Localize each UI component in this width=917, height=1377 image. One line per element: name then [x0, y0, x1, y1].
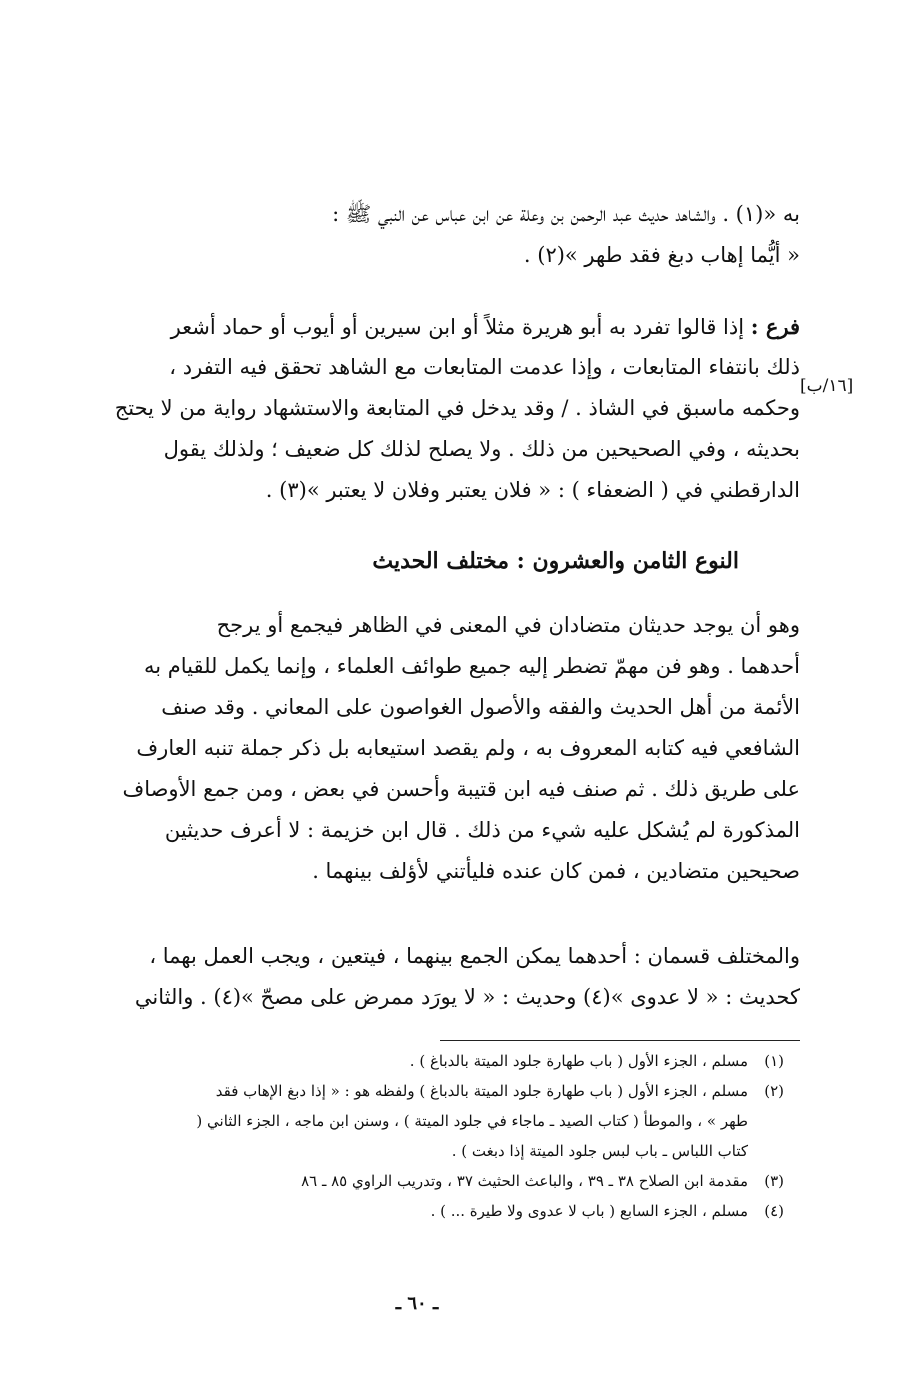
- manuscript-folio-note: [١٦/ب]: [800, 376, 854, 396]
- footnote-number: (٢): [764, 1082, 784, 1100]
- paragraph-shahid: [98, 194, 800, 276]
- text-run: إذا قالوا تفرد به أبو هريرة مثلاً أو ابن سيرين أو أيوب أو حماد أشعر: [170, 315, 745, 339]
- footnote-item: [190, 1166, 784, 1196]
- text-line: الدارقطني في ( الضعفاء ) : « فلان يعتبر وفلان لا يعتبر »(٣) .: [265, 478, 800, 502]
- text-line: المذكورة لم يُشكل عليه شيء من ذلك . قال ابن خزيمة : لا أعرف حديثين: [164, 818, 800, 842]
- footnote-divider: [440, 1040, 800, 1041]
- footnote-item: [190, 1076, 784, 1166]
- page-number: ـ ٦٠ ـ: [395, 1293, 439, 1314]
- text-line: « أيُّما إهاب دبغ فقد طهر »(٢) .: [523, 243, 800, 267]
- footnote-text: مسلم ، الجزء الأول ( باب طهارة جلود الميتة بالدباغ ) ولفظه هو : « إذا دبغ الإهاب فقد طهر » ، والموطأ ( كتاب الصيد ـ ماجاء في جلود الميتة ) ، وسنن ابن ماجه ، الجزء الثاني ( كتاب اللباس ـ باب لبس جلود الميتة إذا دبغت ) .: [196, 1082, 748, 1160]
- text-line: [98, 306, 800, 347]
- text-line: الأئمة من أهل الحديث والفقه والأصول الغواصون على المعاني . وقد صنف: [161, 695, 800, 719]
- text-line: بحديثه ، وفي الصحيحين من ذلك . ولا يصلح لذلك كل ضعيف ؛ ولذلك يقول: [163, 437, 800, 461]
- footnote-number: (٤): [764, 1202, 784, 1220]
- text-line: كحديث : « لا عدوى »(٤) وحديث : « لا يورَد ممرض على مصحّ »(٤) . والثاني: [134, 985, 800, 1009]
- paragraph-far: [98, 306, 800, 511]
- text-line: به «(١) . والشاهد حديث عبد الرحمن بن وعلة عن ابن عباس عن النبي ﷺ :: [332, 202, 800, 226]
- footnote-text: مسلم ، الجزء السابع ( باب لا عدوى ولا طيرة ... ) .: [430, 1202, 748, 1220]
- footnote-text: مقدمة ابن الصلاح ٣٨ ـ ٣٩ ، والباعث الحثيث ٣٧ ، وتدريب الراوي ٨٥ ـ ٨٦: [301, 1172, 748, 1190]
- footnote-text: مسلم ، الجزء الأول ( باب طهارة جلود الميتة بالدباغ ) .: [409, 1052, 748, 1070]
- text-line: وحكمه ماسبق في الشاذ . / وقد يدخل في المتابعة والاستشهاد رواية من لا يحتج: [114, 396, 800, 420]
- text-line: على طريق ذلك . ثم صنف فيه ابن قتيبة وأحسن في بعض ، ومن جمع الأوصاف: [122, 777, 800, 801]
- section-heading: النوع الثامن والعشرون : مختلف الحديث: [372, 548, 739, 574]
- text-line: وهو أن يوجد حديثان متضادان في المعنى في الظاهر فيجمع أو يرجح: [216, 613, 800, 637]
- footnote-item: [190, 1196, 784, 1226]
- text-line: أحدهما . وهو فن مهمّ تضطر إليه جميع طوائف العلماء ، وإنما يكمل للقيام به: [143, 654, 800, 678]
- section-lead: فرع :: [750, 314, 800, 339]
- footnotes: [190, 1046, 784, 1226]
- footnote-item: [190, 1046, 784, 1076]
- footnote-number: (١): [764, 1052, 784, 1070]
- footnote-number: (٣): [764, 1172, 784, 1190]
- text-line: ذلك بانتفاء المتابعات ، وإذا عدمت المتابعات مع الشاهد تحقق فيه التفرد ،: [169, 355, 800, 379]
- paragraph-mukhtalif: [98, 605, 800, 892]
- text-line: الشافعي فيه كتابه المعروف به ، ولم يقصد استيعابه بل ذكر جملة تنبه العارف: [136, 736, 800, 760]
- text-line: صحيحين متضادين ، فمن كان عنده فليأتني لأؤلف بينهما .: [312, 859, 800, 883]
- text-line: والمختلف قسمان : أحدهما يمكن الجمع بينهما ، فيتعين ، ويجب العمل بهما ،: [149, 944, 800, 968]
- paragraph-qismani: [98, 936, 800, 1018]
